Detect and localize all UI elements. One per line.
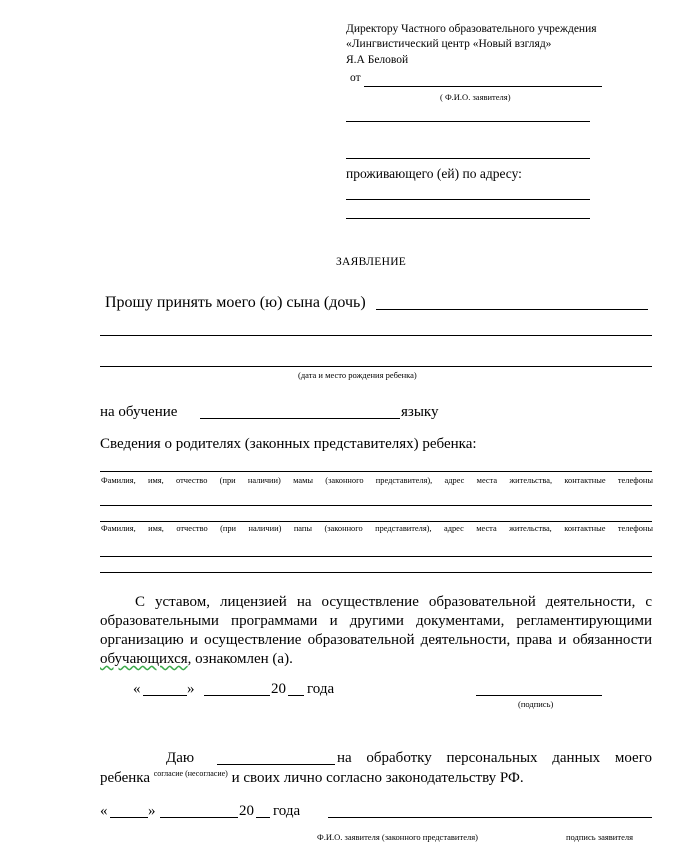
signature-caption-2: подпись заявителя xyxy=(566,832,633,842)
ack-line-4-rest: , ознакомлен (а). xyxy=(187,651,293,667)
father-extra-line-2[interactable] xyxy=(100,572,652,573)
study-suffix: языку xyxy=(401,404,439,420)
date2-year-line[interactable] xyxy=(256,817,270,818)
date1-year-suffix: года xyxy=(307,681,335,697)
birth-caption: (дата и место рождения ребенка) xyxy=(298,370,417,380)
study-prefix: на обучение xyxy=(100,404,178,420)
applicant-fio-caption: ( Ф.И.О. заявителя) xyxy=(440,92,511,102)
date1-year-prefix: 20 xyxy=(271,681,286,697)
addressee-line-1: Директору Частного образовательного учреждения xyxy=(346,23,597,35)
document-title: ЗАЯВЛЕНИЕ xyxy=(336,256,407,268)
father-line[interactable] xyxy=(100,521,652,522)
ack-line-1: С уставом, лицензией на осуществление образовательной деятельности, с xyxy=(135,594,652,610)
consent-choice-line[interactable] xyxy=(217,764,335,765)
date2-day-line[interactable] xyxy=(110,817,148,818)
date2-open-quote: « xyxy=(100,803,108,819)
address-line-1[interactable] xyxy=(346,199,590,200)
ack-line-4 xyxy=(100,650,652,669)
date1-year-line[interactable] xyxy=(288,695,304,696)
date2-year-prefix: 20 xyxy=(239,803,254,819)
date1-close-quote: » xyxy=(187,681,195,697)
applicant-fio-line[interactable] xyxy=(364,86,602,87)
consent-child-word: ребенка xyxy=(100,770,150,786)
consent-line-2 xyxy=(100,769,524,787)
language-line[interactable] xyxy=(200,418,400,419)
date1-open-quote: « xyxy=(133,681,141,697)
date2-year-suffix: года xyxy=(273,803,301,819)
mother-extra-line[interactable] xyxy=(100,505,652,506)
father-caption: Фамилия, имя, отчество (при наличии) папы (законного представителя), адрес места жительства, контактные телефоны xyxy=(101,524,653,533)
child-info-line-2[interactable] xyxy=(100,366,652,367)
signature-line-2[interactable] xyxy=(328,817,652,818)
ack-word-underlined: обучающихся xyxy=(100,651,188,667)
consent-rest: и своих лично согласно законодательству РФ. xyxy=(231,770,524,786)
applicant-fio-caption-2: Ф.И.О. заявителя (законного представителя) xyxy=(317,832,478,842)
ack-line-2: образовательными программами и другими документами, регламентирующими xyxy=(100,613,652,629)
consent-middle: на обработку персональных данных моего xyxy=(337,750,652,766)
parents-heading: Сведения о родителях (законных представителях) ребенка: xyxy=(100,436,477,452)
date1-month-line[interactable] xyxy=(204,695,270,696)
ack-line-3: организацию и осуществление образовательной деятельности, права и обязанности xyxy=(100,632,652,648)
header-blank-line-1[interactable] xyxy=(346,121,590,122)
father-extra-line-1[interactable] xyxy=(100,556,652,557)
request-line-text: Прошу принять моего (ю) сына (дочь) xyxy=(105,294,366,311)
header-blank-line-2[interactable] xyxy=(346,158,590,159)
child-name-line[interactable] xyxy=(376,309,648,310)
signature-caption-1: (подпись) xyxy=(518,699,554,709)
date1-day-line[interactable] xyxy=(143,695,187,696)
mother-line[interactable] xyxy=(100,471,652,472)
residence-label: проживающего (ей) по адресу: xyxy=(346,166,522,181)
address-line-2[interactable] xyxy=(346,218,590,219)
consent-option-caption: согласие (несогласие) xyxy=(153,769,228,778)
date2-month-line[interactable] xyxy=(160,817,238,818)
signature-line-1[interactable] xyxy=(476,695,602,696)
mother-caption: Фамилия, имя, отчество (при наличии) мамы (законного представителя), адрес места жительства, контактные телефоны xyxy=(101,476,653,485)
consent-prefix: Даю xyxy=(166,750,195,766)
from-label: от xyxy=(350,72,361,84)
child-info-line-1[interactable] xyxy=(100,335,652,336)
addressee-name: Я.А Беловой xyxy=(346,54,409,66)
date2-close-quote: » xyxy=(148,803,156,819)
addressee-line-2: «Лингвистический центр «Новый взгляд» xyxy=(346,38,552,50)
